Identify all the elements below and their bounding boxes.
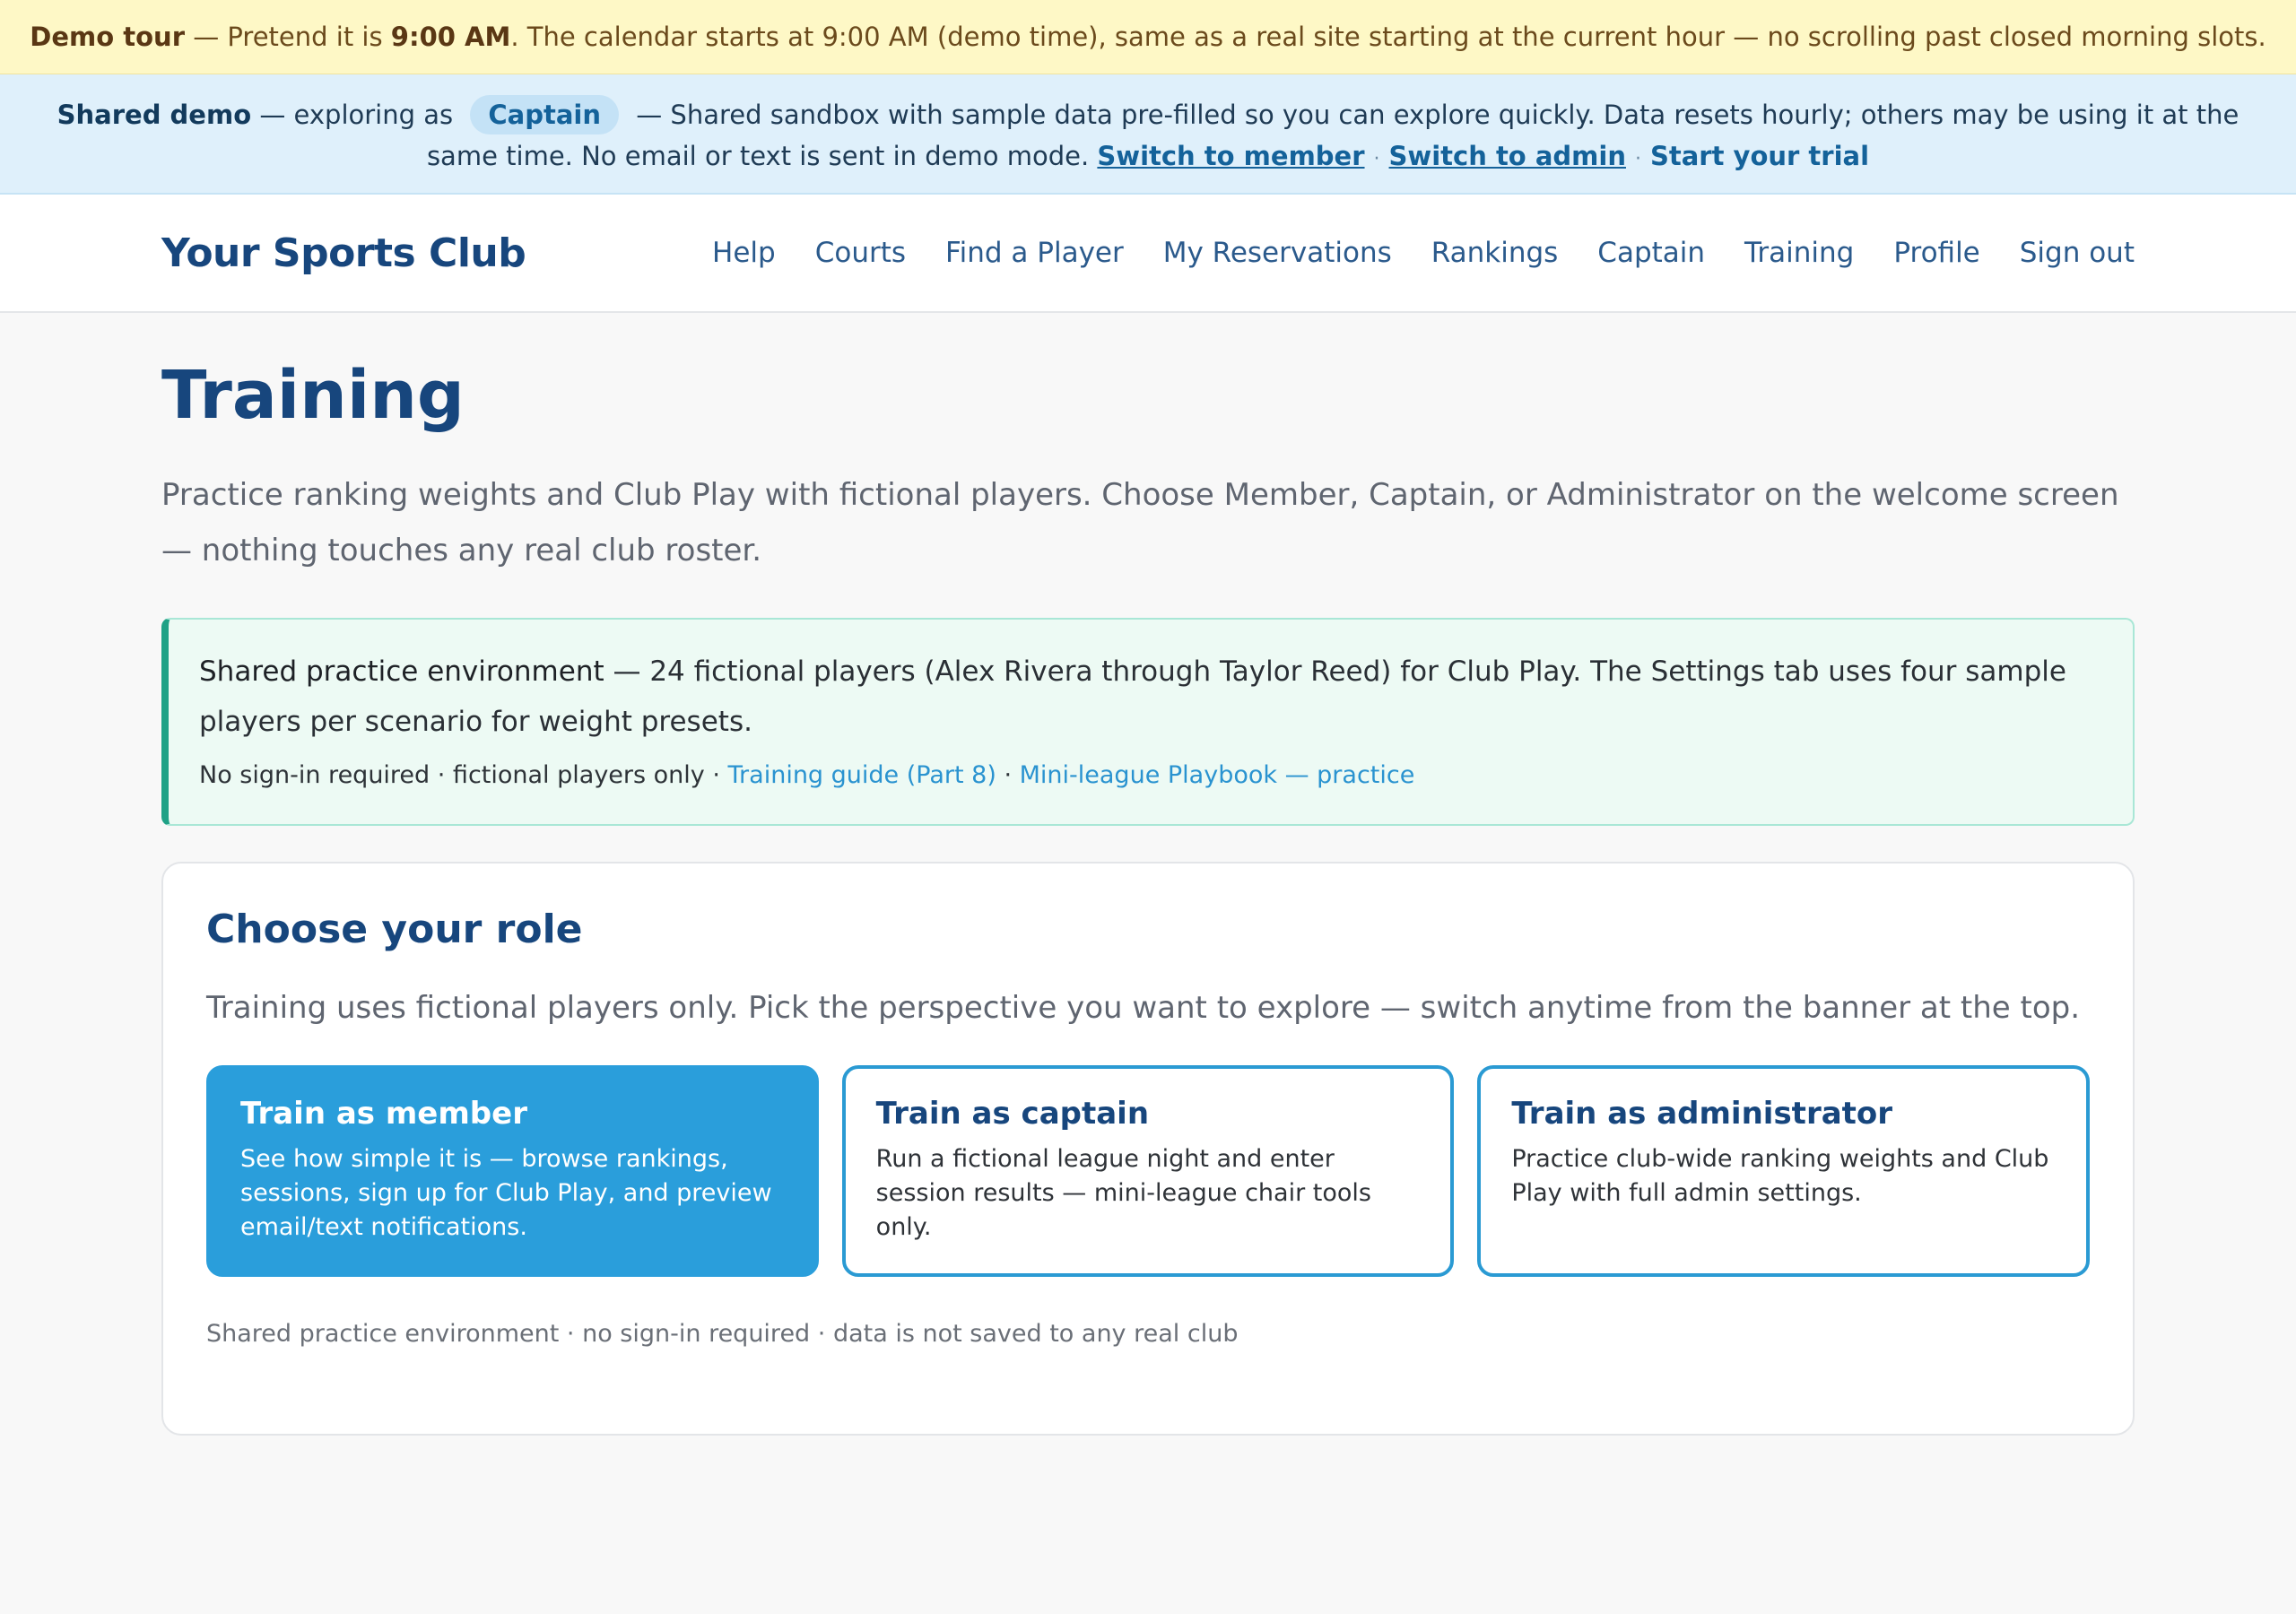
exploring-as-text: — exploring as	[251, 100, 462, 130]
demo-tour-text-2: . The calendar starts at 9:00 AM (demo time), same as a real site starting at the current hour — no scrolling past closed morning slots.	[510, 22, 2266, 52]
notice-text	[199, 646, 2102, 747]
option-description: Practice club-wide ranking weights and Club Play with full admin settings.	[1511, 1145, 2049, 1207]
option-title: Train as captain	[875, 1096, 1150, 1132]
notice-heading: Shared practice environment	[199, 655, 604, 688]
option-description: Run a fictional league night and enter session results — mini-league chair tools only.	[875, 1145, 1371, 1241]
demo-tour-time: 9:00 AM	[390, 22, 511, 52]
option-title: Train as administrator	[1511, 1096, 1893, 1132]
notice-meta	[199, 761, 2102, 789]
notice-body: — 24 fictional players (Alex Rivera through Taylor Reed) for Club Play. The Settings tab uses four sample players per scenario for weight presets.	[199, 655, 2066, 738]
option-title: Train as member	[240, 1096, 527, 1132]
main-content	[0, 351, 2296, 1436]
separator: ·	[1373, 148, 1380, 170]
nav-link-help[interactable]: Help	[712, 237, 776, 269]
brand-logo[interactable]: Your Sports Club	[161, 230, 526, 276]
nav-links	[712, 237, 2135, 269]
shared-demo-label: Shared demo	[57, 100, 252, 130]
nav-link-find-a-player[interactable]: Find a Player	[945, 237, 1124, 269]
option-description: See how simple it is — browse rankings, sessions, sign up for Club Play, and preview email/text notifications.	[240, 1145, 772, 1241]
nav-link-profile[interactable]: Profile	[1893, 237, 1980, 269]
demo-tour-label: Demo tour	[30, 22, 185, 52]
playbook-practice-link[interactable]: Mini-league Playbook — practice	[1019, 761, 1415, 789]
notice-meta-text: No sign-in required · fictional players only ·	[199, 761, 728, 789]
nav-link-my-reservations[interactable]: My Reservations	[1162, 237, 1392, 269]
train-as-administrator-button[interactable]	[1477, 1065, 2090, 1277]
shared-demo-banner	[0, 74, 2296, 195]
page-intro: Practice ranking weights and Club Play with fictional players. Choose Member, Captain, or Administrator on the welcome screen — nothing touches any real club roster.	[161, 477, 2119, 568]
start-trial-link[interactable]: Start your trial	[1649, 141, 1870, 171]
notice-meta-separator: ·	[996, 761, 1020, 789]
training-guide-link[interactable]: Training guide (Part 8)	[727, 761, 996, 789]
nav-link-captain[interactable]: Captain	[1597, 237, 1706, 269]
demo-tour-text-1: — Pretend it is	[185, 22, 391, 52]
practice-environment-notice	[161, 618, 2135, 826]
switch-to-member-link[interactable]: Switch to member	[1097, 141, 1365, 171]
nav-link-courts[interactable]: Courts	[814, 237, 907, 269]
role-options	[206, 1065, 2090, 1277]
train-as-member-button[interactable]	[206, 1065, 819, 1277]
shared-demo-text: — Shared sandbox with sample data pre-filled so you can explore quickly. Data resets hourly; others may be using it at the same time. No email or text is sent in demo mode.	[426, 100, 2239, 171]
page-title: Training	[161, 357, 465, 434]
current-role-badge: Captain	[470, 95, 619, 134]
switch-to-admin-link[interactable]: Switch to admin	[1388, 141, 1626, 171]
choose-role-card	[161, 862, 2135, 1436]
nav-link-rankings[interactable]: Rankings	[1431, 237, 1559, 269]
choose-role-heading: Choose your role	[206, 907, 583, 952]
nav-link-sign-out[interactable]: Sign out	[2019, 237, 2135, 269]
top-navigation	[0, 195, 2296, 313]
role-footnote: Shared practice environment · no sign-in required · data is not saved to any real club	[206, 1320, 1239, 1348]
choose-role-subtitle: Training uses fictional players only. Pick the perspective you want to explore — switch anytime from the banner at the top.	[206, 990, 2081, 1026]
separator: ·	[1634, 148, 1641, 170]
nav-link-training[interactable]: Training	[1744, 237, 1855, 269]
demo-tour-banner	[0, 0, 2296, 74]
train-as-captain-button[interactable]	[842, 1065, 1455, 1277]
